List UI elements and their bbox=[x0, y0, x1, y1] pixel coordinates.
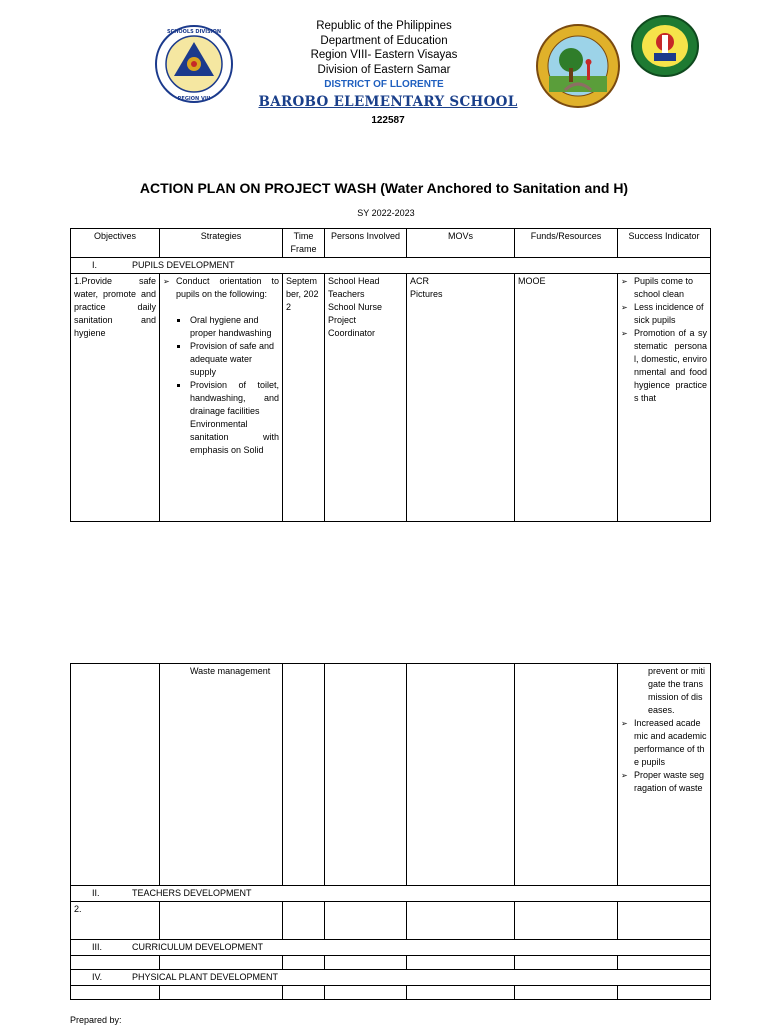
header-time-frame: Time Frame bbox=[283, 229, 325, 258]
header-objectives: Objectives bbox=[71, 229, 160, 258]
section-title: CURRICULUM DEVELOPMENT bbox=[132, 942, 264, 952]
header-persons-involved: Persons Involved bbox=[325, 229, 407, 258]
time-frame-cell: September, 2022 bbox=[283, 274, 325, 522]
section-row bbox=[71, 940, 711, 956]
person-item: School Nurse bbox=[328, 302, 383, 312]
section-title: PHYSICAL PLANT DEVELOPMENT bbox=[132, 972, 279, 982]
header-line-division: Division of Eastern Samar bbox=[317, 63, 451, 76]
list-item: ➢ Promotion of a systematic personal, domestic, environmental and food hygience practices that bbox=[621, 327, 707, 405]
table-row bbox=[71, 902, 711, 940]
persons-cell bbox=[325, 274, 407, 522]
document-title: ACTION PLAN ON PROJECT WASH (Water Anchored to Sanitation and H) bbox=[139, 180, 629, 196]
school-id: 122587 bbox=[371, 115, 405, 126]
letterhead bbox=[0, 19, 768, 93]
header-success-indicator: Success Indicator bbox=[618, 229, 711, 258]
person-item: School Head bbox=[328, 276, 380, 286]
strategy-tail: Environmental sanitation with emphasis on Solid bbox=[190, 419, 279, 455]
table-row bbox=[71, 986, 711, 1000]
school-year: SY 2022-2023 bbox=[357, 208, 415, 218]
prepared-by-label: Prepared by: bbox=[70, 1015, 122, 1025]
header-strategies: Strategies bbox=[160, 229, 283, 258]
strategy-continued: Waste management bbox=[190, 666, 271, 676]
section-number: I. bbox=[92, 260, 98, 270]
section-number: IV. bbox=[92, 972, 103, 982]
person-item: Project Coordinator bbox=[328, 315, 376, 338]
list-item: Oral hygiene and proper handwashing bbox=[177, 314, 279, 340]
table-row bbox=[71, 664, 711, 886]
district-name: DISTRICT OF LLORENTE bbox=[324, 79, 444, 90]
strategy-cell bbox=[160, 274, 283, 522]
list-item: ➢ Increased academic and academic performance of the pupils bbox=[621, 717, 707, 769]
objective-cell: 1.Provide safe water, promote and practice daily sanitation and hygiene bbox=[71, 274, 160, 522]
action-plan-table-continued bbox=[70, 663, 711, 1000]
svg-text:SCHOOLS DIVISION: SCHOOLS DIVISION bbox=[166, 29, 222, 35]
table-row bbox=[71, 956, 711, 970]
section-number: III. bbox=[92, 942, 103, 952]
section-row bbox=[71, 886, 711, 902]
success-cell bbox=[618, 664, 711, 886]
success-cell bbox=[618, 274, 711, 522]
objective-cell: 2. bbox=[71, 902, 160, 940]
list-item: Provision of toilet, handwashing, and drainage facilities bbox=[177, 379, 279, 418]
section-title: TEACHERS DEVELOPMENT bbox=[132, 888, 252, 898]
section-row bbox=[71, 258, 711, 274]
list-item: ➢ Pupils come to school clean bbox=[621, 275, 707, 301]
strategy-main: ➢ Conduct orientation to pupils on the following: bbox=[163, 275, 279, 301]
funds-cell: MOOE bbox=[515, 274, 618, 522]
svg-text:REGION VIII: REGION VIII bbox=[177, 96, 211, 102]
mov-item: Pictures bbox=[410, 289, 443, 299]
action-plan-table bbox=[70, 228, 711, 522]
list-item: ➢ Proper waste segragation of waste bbox=[621, 769, 707, 795]
table-header-row bbox=[71, 229, 711, 258]
school-name: BAROBO ELEMENTARY SCHOOL bbox=[258, 94, 518, 110]
header-line-department: Department of Education bbox=[320, 34, 448, 47]
success-continued: prevent or mitigate the transmission of diseases. bbox=[648, 666, 706, 715]
section-row bbox=[71, 970, 711, 986]
header-movs: MOVs bbox=[407, 229, 515, 258]
header-line-region: Region VIII- Eastern Visayas bbox=[310, 49, 458, 61]
table-row bbox=[71, 274, 711, 522]
mov-item: ACR bbox=[410, 276, 430, 286]
header-funds-resources: Funds/Resources bbox=[515, 229, 618, 258]
movs-cell bbox=[407, 274, 515, 522]
header-line-country: Republic of the Philippines bbox=[316, 20, 452, 32]
section-number: II. bbox=[92, 888, 100, 898]
list-item: Provision of safe and adequate water supply bbox=[177, 340, 279, 379]
list-item: ➢ Less incidence of sick pupils bbox=[621, 301, 707, 327]
strategy-cell bbox=[160, 664, 283, 886]
section-title: PUPILS DEVELOPMENT bbox=[132, 260, 235, 270]
person-item: Teachers bbox=[328, 289, 365, 299]
